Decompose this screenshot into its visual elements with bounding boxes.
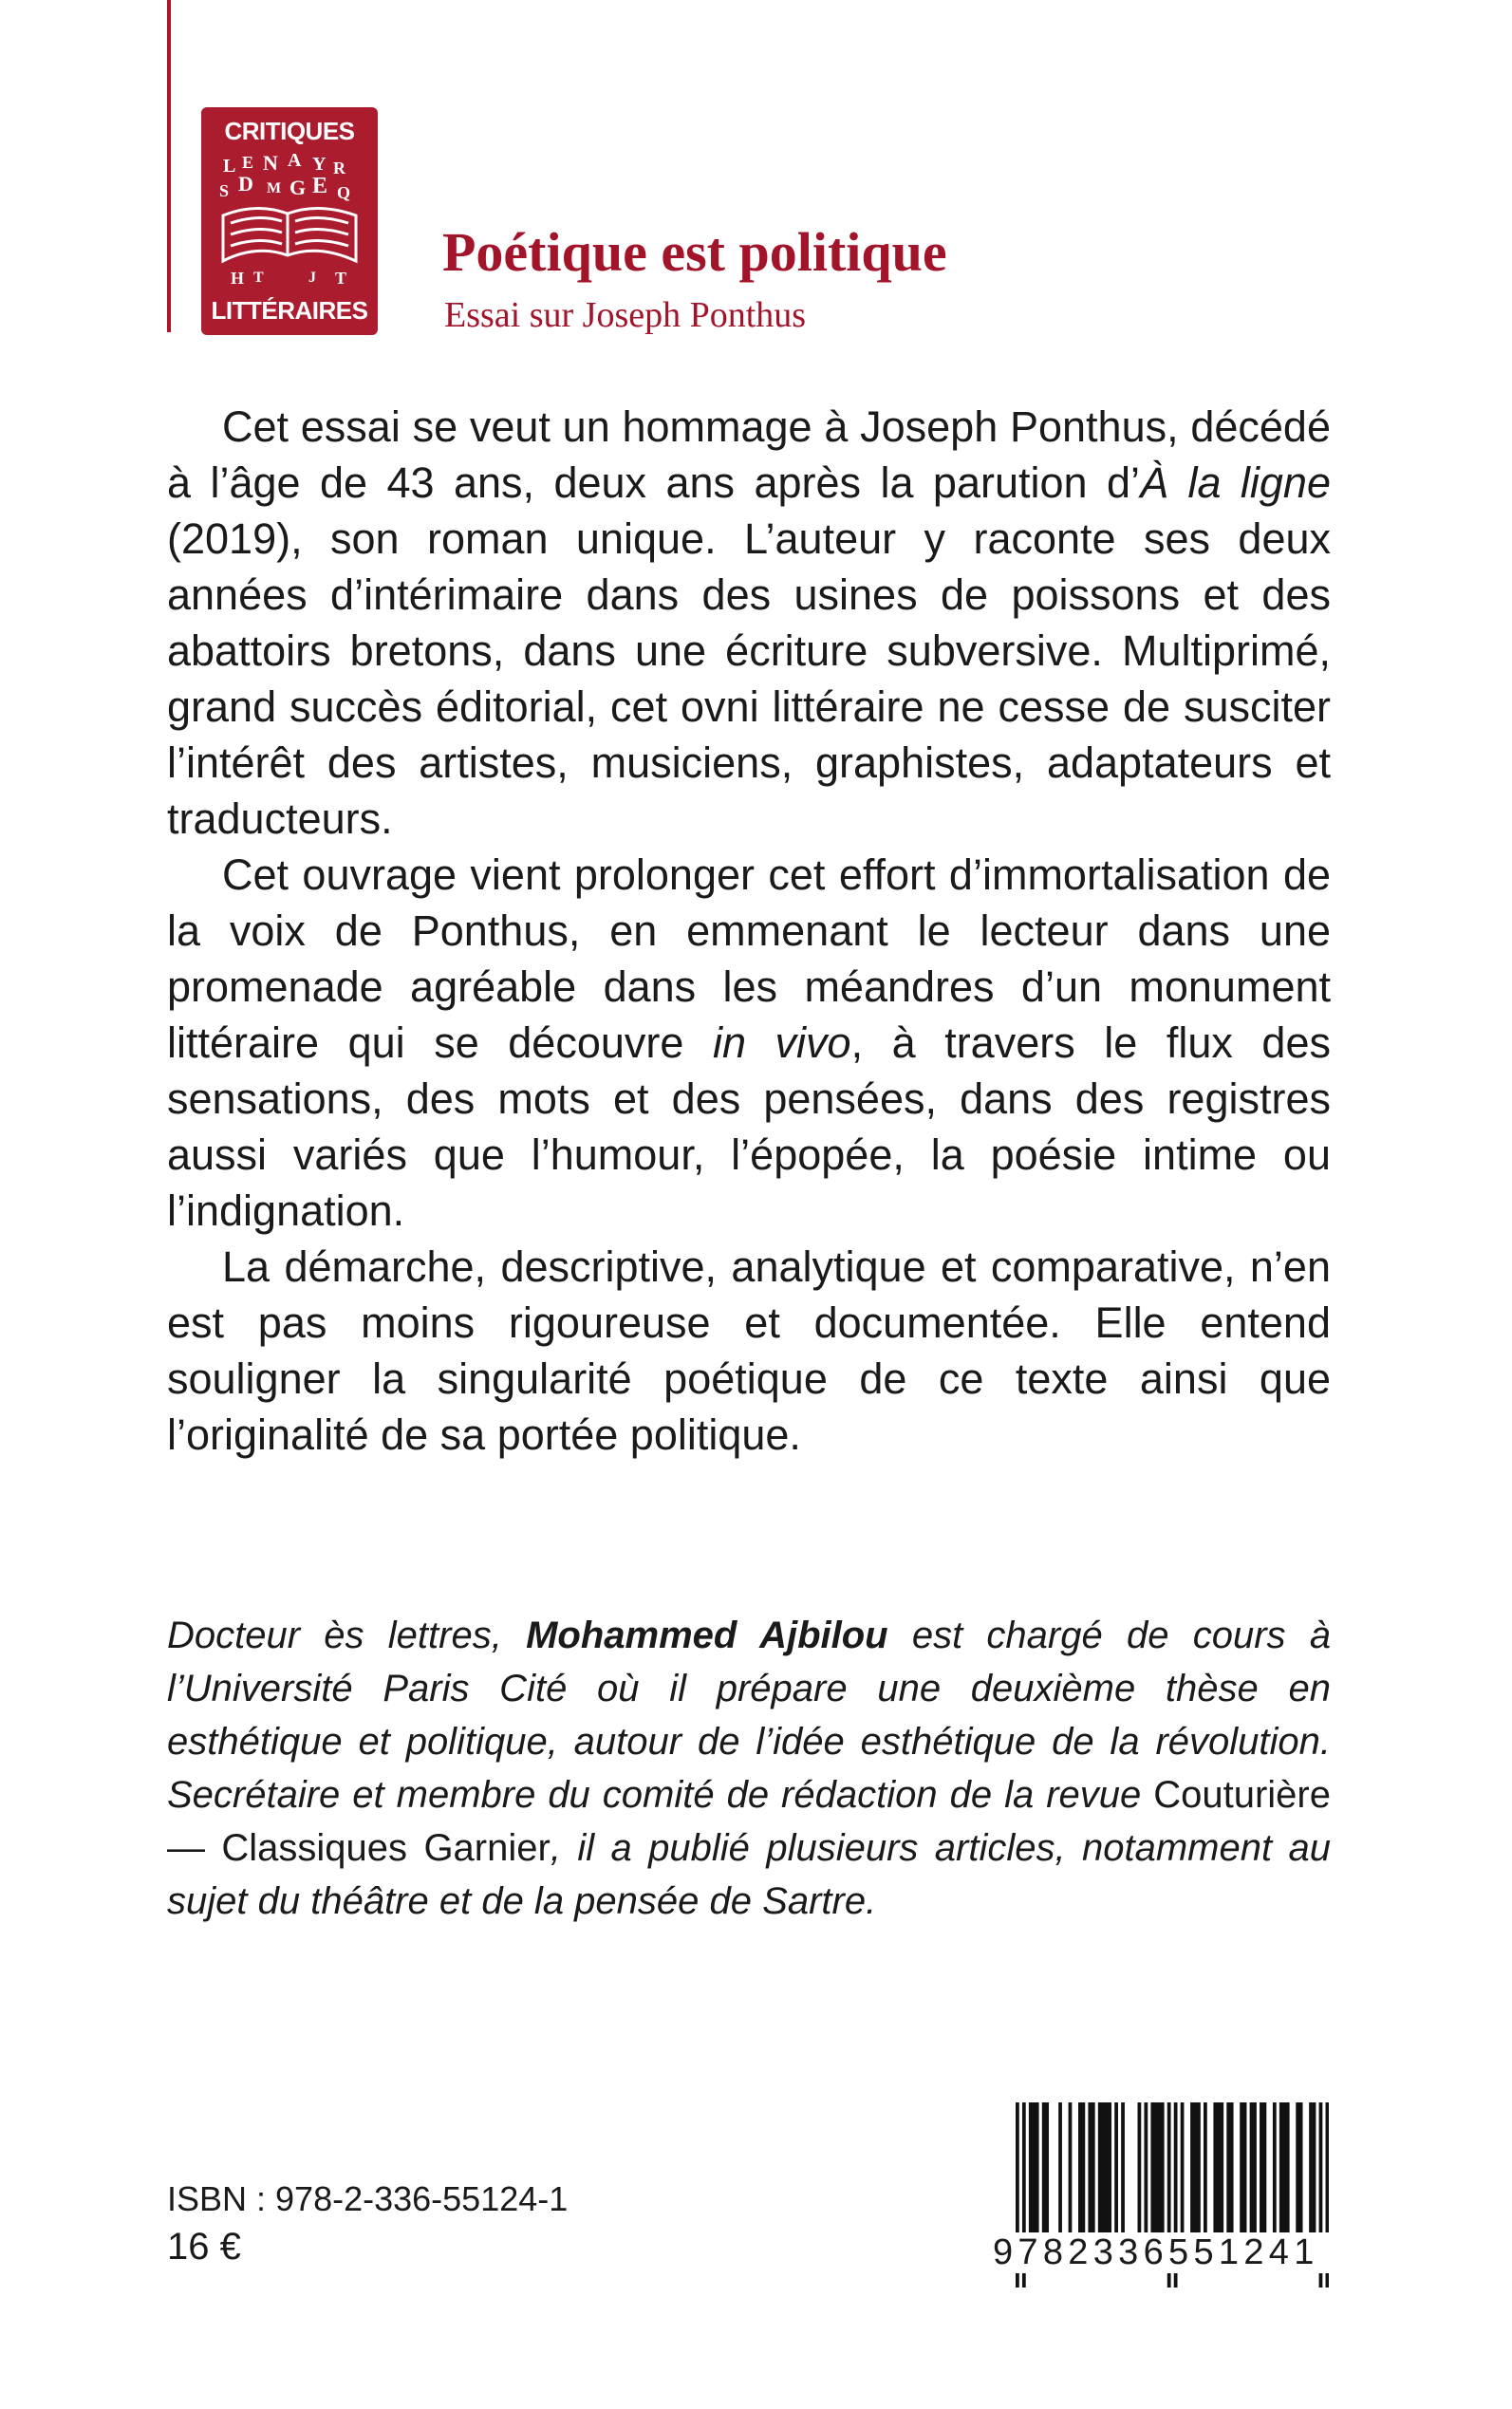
barcode-bar [1299,2102,1303,2235]
novel-title: À la ligne [1140,458,1331,507]
price-text: 16 € [167,2226,241,2268]
barcode-bar [1081,2102,1085,2235]
barcode-bar [1240,2102,1243,2235]
barcode-bar [1138,2102,1142,2235]
barcode-bar [1213,2102,1217,2235]
barcode-bar [1121,2102,1125,2235]
book-title: Poétique est politique [442,221,947,283]
logo-top-text: CRITIQUES [224,117,355,145]
barcode-bar [1220,2102,1223,2235]
barcode-bar [1197,2102,1201,2235]
svg-text:E: E [312,174,328,198]
author-name: Mohammed Ajbilou [526,1615,888,1656]
svg-text:R: R [333,159,345,177]
in-vivo-italic: in vivo [712,1018,851,1067]
blurb-paragraph-3: La démarche, descriptive, analytique et comparative, n’en est pas moins rigoureuse et documentée. Elle entend souligner la singularité poétique de ce texte ainsi que l’originalité de sa portée politique. [167,1242,1331,1459]
barcode-bar [1069,2102,1073,2235]
logo-bottom-text: LITTÉRAIRES [211,296,368,325]
barcode-bar [1101,2102,1105,2235]
svg-text:A: A [288,150,302,171]
barcode-bar [1250,2102,1254,2235]
barcode-number: 9782336551241 [993,2232,1331,2273]
barcode-bar [1029,2102,1033,2235]
barcode-bar [1092,2102,1095,2235]
barcode-bar [1032,2102,1036,2235]
journal-name: Couturière — Classiques Garnier [167,1774,1331,1869]
barcode-bar [1161,2102,1165,2235]
barcode-bar [1078,2102,1082,2235]
svg-text:Q: Q [337,183,351,202]
barcode-bar [1105,2102,1109,2235]
barcode-bar [1279,2102,1283,2235]
barcode-bar [1253,2102,1257,2235]
barcode-bar [1150,2102,1154,2235]
barcode-bar [1088,2102,1092,2235]
svg-text:J: J [308,270,316,286]
blurb [167,399,1331,1463]
barcode-bar [1036,2102,1039,2235]
barcode-bar [1144,2102,1148,2235]
barcode-bar [1045,2102,1049,2235]
barcode-bar [1194,2102,1198,2235]
barcode-bar [1282,2102,1286,2235]
barcode-bar [1260,2102,1263,2235]
svg-text:M: M [267,180,282,196]
book-subtitle: Essai sur Joseph Ponthus [444,295,807,335]
barcode-bar [1230,2102,1234,2235]
barcode-bar [1108,2102,1111,2235]
barcode-bar [1098,2102,1102,2235]
author-bio: Docteur ès lettres, Mohammed Ajbilou est chargé de cours à l’Université Paris Cité où il prépare une deuxième thèse en esthétique et politique, autour de l’idée esthétique de la révolution. Secrétaire et membre du comité de rédaction de la revue Couturière — Classiques Garnier, il a publié plusieurs articles, notamment au sujet du théâtre et de la pensée de Sartre. [167,1615,1331,1922]
barcode-bar [1204,2102,1207,2235]
barcode-bar [1286,2102,1290,2235]
isbn-text: ISBN : 978-2-336-55124-1 [167,2179,569,2218]
collection-logo [201,107,378,335]
svg-text:E: E [242,153,254,172]
svg-text:S: S [219,181,230,200]
barcode-bar [1273,2102,1277,2235]
svg-text:D: D [238,172,253,196]
barcode-bar [1181,2102,1185,2235]
barcode-bar [1058,2102,1062,2235]
blurb-paragraph-1: Cet essai se veut un hommage à Joseph Ponthus, décédé à l’âge de 43 ans, deux ans après la parution d’À la ligne (2019), son roman unique. L’auteur y raconte ses deux années d’intérimaire dans des usines de poissons et des abattoirs bretons, dans une écriture subversive. Multiprimé, grand succès éditorial, cet ovni littéraire ne cesse de susciter l’intérêt des artistes, musiciens, graphistes, adaptateurs et traducteurs. [167,402,1331,843]
barcode-bar [1263,2102,1267,2235]
barcode-bar [1313,2102,1316,2235]
svg-text:N: N [263,151,278,175]
barcode-bar [1217,2102,1221,2235]
barcode-bar [1190,2102,1194,2235]
barcode-bar [1226,2102,1230,2235]
svg-text:T: T [335,269,347,288]
blurb-paragraph-2: Cet ouvrage vient prolonger cet effort d’immortalisation de la voix de Ponthus, en emmenant le lecteur dans une promenade agréable dans les méandres d’un monument littéraire qui se découvre in vivo, à travers le flux des sensations, des mots et des pensées, dans des registres aussi variés que l’humour, l’épopée, la poésie intime ou l’indignation. [167,850,1331,1235]
svg-text:L: L [223,156,236,177]
barcode-bar [1154,2102,1158,2235]
barcode-bar [1296,2102,1299,2235]
barcode-bar [1157,2102,1161,2235]
barcode-bar [1114,2102,1118,2235]
svg-text:G: G [289,176,307,199]
open-book-icon [214,149,365,291]
svg-text:Y: Y [312,154,327,175]
barcode-bar [1243,2102,1247,2235]
barcode-bar [1309,2102,1313,2235]
margin-rule [167,0,171,332]
svg-text:T: T [253,270,264,286]
barcode-bar [1042,2102,1046,2235]
svg-text:H: H [231,269,245,288]
